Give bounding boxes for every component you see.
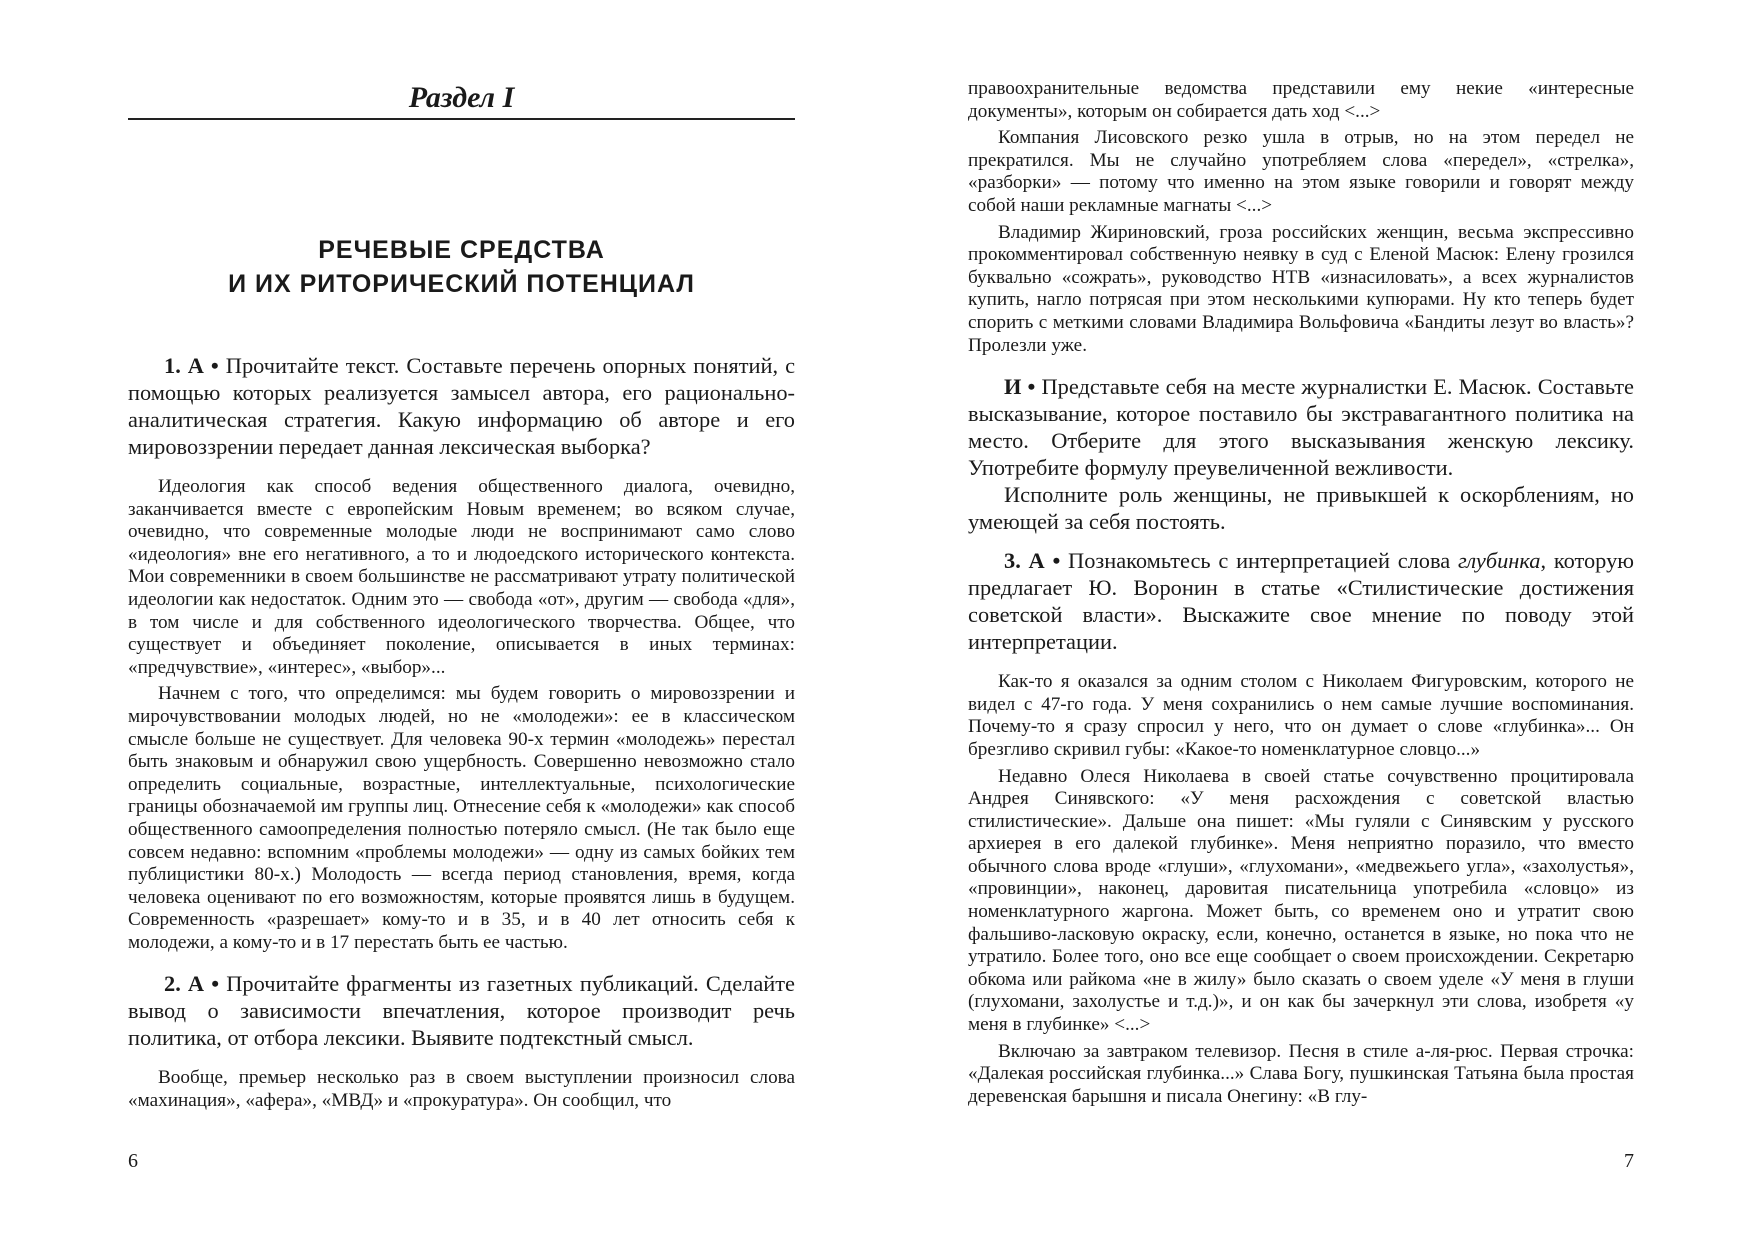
task-i-text: Представьте себя на месте журналистки Е. Масюк. Составьте высказывание, которое поставило бы экстравагантного политика на место. Отберите для этого высказывания женскую лексику. Употребите формулу преувеличенной вежливости. [968,374,1634,481]
task-i-label: И • [1004,374,1036,400]
right-page [968,0,1634,1241]
task-i [968,373,1634,481]
task-1-label: 1. А • [164,353,219,378]
quote-1-paragraph-1: Идеология как способ ведения общественного диалога, очевидно, заканчивается вместе с европейским Новым временем; во всяком случае, очевидно, что современные молодые люди не воспринимают само слово «идеология» вне его негативного, а то и людоедского исторического контекста. Мои современники в своем большинстве не рассматривают утрату политической идеологии как недостаток. Одним это — свобода «от», другим — свобода «для», в том числе и для собственного идеологического творчества. Общее, что существует и объединяет поколение, описывается в иных терминах: «предчувствие», «интерес», «выбор»... [128,476,795,678]
quote-1-paragraph-2: Начнем с того, что определимся: мы будем говорить о мировоззрении и мирочувствовании молодых людей, но не «молодежи»: ее в классическом смысле больше не существует. Для человека 90-х термин «молодежь» перестал быть знаковым и обнаружил свою ущербность. Совершенно невозможно стало определить социальные, возрастные, интеллектуальные, психологические границы обозначаемой им группы лиц. Отнесение себя к «молодежи» как способ общественного самоопределения полностью потеряло смысл. (Не так было еще совсем недавно: вспомним «проблемы молодежи» — одну из самых бойких тем публицистики 80-х.) Молодость — всегда период становления, время, когда человека оценивают по его возможностям, которые проявятся лишь в будущем. Современность «разрешает» кому-то и в 35, и в 40 лет относить себя к молодежи, а кому-то и в 17 перестать быть ее частью. [128,683,795,953]
task-3-text-a: Познакомьтесь с интерпретацией слова [1068,548,1451,574]
page-number-left: 6 [128,1150,138,1172]
left-body [128,352,795,1117]
task-2 [128,970,795,1051]
task-3-label: 3. А • [1004,548,1061,574]
chapter-title-line2: И ИХ РИТОРИЧЕСКИЙ ПОТЕНЦИАЛ [228,270,695,298]
quote-3-paragraph-3: Включаю за завтраком телевизор. Песня в стиле а-ля-рюс. Первая строчка: «Далекая российская глубинка...» Слава Богу, пушкинская Татьяна была простая деревенская барышня и писала Онегину: «В глу- [968,1040,1634,1107]
quote-2-paragraph-1: Вообще, премьер несколько раз в своем выступлении произносил слова «махинация», «афера», «МВД» и «прокуратура». Он сообщил, что [128,1067,795,1112]
section-divider [128,118,795,120]
left-page [128,0,795,1241]
task-2-label: 2. А • [164,971,220,997]
quote-1 [128,476,795,954]
task-3-text-b: , которую предлагает Ю. Воронин в статье «Стилистические достижения советской власти». Выскажите свое мнение по поводу этой интерпретации. [968,548,1634,655]
page-number-right: 7 [1624,1150,1634,1172]
task-i-text-2: Исполните роль женщины, не привыкшей к оскорблениям, но умеющей за себя постоять. [968,482,1634,535]
quote-2-paragraph-3: Владимир Жириновский, гроза российских женщин, весьма экспрессивно прокомментировал собственную неявку в суд с Еленой Масюк: Елену грозился буквально «сожрать», руководство НТВ «изнасиловать», а всех журналистов купить, нагло потрясая при этом несколькими купюрами. Ну кто теперь будет спорить с меткими словами Владимира Вольфовича «Бандиты лезут во власть»? Пролезли уже. [968,221,1634,356]
task-2-text: Прочитайте фрагменты из газетных публикаций. Сделайте вывод о зависимости впечатления, которое производит речь политика, от отбора лексики. Выявите подтекстный смысл. [128,971,795,1051]
quote-2-continuation: правоохранительные ведомства представили ему некие «интересные документы», которым он собирается дать ход <...> [968,78,1634,122]
quote-2 [128,1067,795,1112]
chapter-title [128,233,795,301]
task-3 [968,547,1634,655]
quote-2-paragraph-2: Компания Лисовского резко ушла в отрыв, но на этом передел не прекратился. Мы не случайно употребляем слова «передел», «стрелка», «разборки» — потому что именно на этом языке говорили и говорят между собой наши рекламные магнаты <...> [968,127,1634,216]
chapter-title-line1: РЕЧЕВЫЕ СРЕДСТВА [318,236,605,264]
task-1-text: Прочитайте текст. Составьте перечень опорных понятий, с помощью которых реализуется замысел автора, его рационально-аналитическая стратегия. Какую информацию об авторе и его мировоззрении передает данная лексическая выборка? [128,353,796,459]
quote-2-continued [968,78,1634,357]
right-body [968,78,1634,1112]
task-1 [128,352,795,460]
task-3-term: глубинка [1457,548,1541,574]
section-title: Раздел I [408,81,515,114]
quote-3 [968,671,1634,1108]
quote-3-paragraph-2: Недавно Олеся Николаева в своей статье сочувственно процитировала Андрея Синявского: «У меня расхождения с советской властью стилистические». Дальше она пишет: «Мы гуляли с Синявским у русского архиерея в его далекой глубинке». Меня неприятно поразило, что вместо обычного слова вроде «глуши», «глухомани», «медвежьего угла», «захолустья», «провинции», наконец, даровитая писательница употребила «словцо» из номенклатурного жаргона. Может быть, со временем оно и утратит свою фальшиво-ласковую окраску, если, конечно, останется в языке, но пока что не утратило. Более того, оно все еще сообщает о своем происхождении. Секретарю обкома или райкома «не в жилу» было сказать о своем уделе «У меня в глуши (глухомани, захолустье и т.д.)», и он как бы зачеркнул эти слова, изобретя «у меня в глубинке» <...> [968,765,1634,1036]
quote-3-paragraph-1: Как-то я оказался за одним столом с Николаем Фигуровским, которого не видел с 47-го года. У меня сохранились о нем самые лучшие воспоминания. Почему-то я сразу спросил у него, что он думает о слове «глубинка»... Он брезгливо скривил губы: «Какое-то номенклатурное словцо...» [968,671,1634,760]
